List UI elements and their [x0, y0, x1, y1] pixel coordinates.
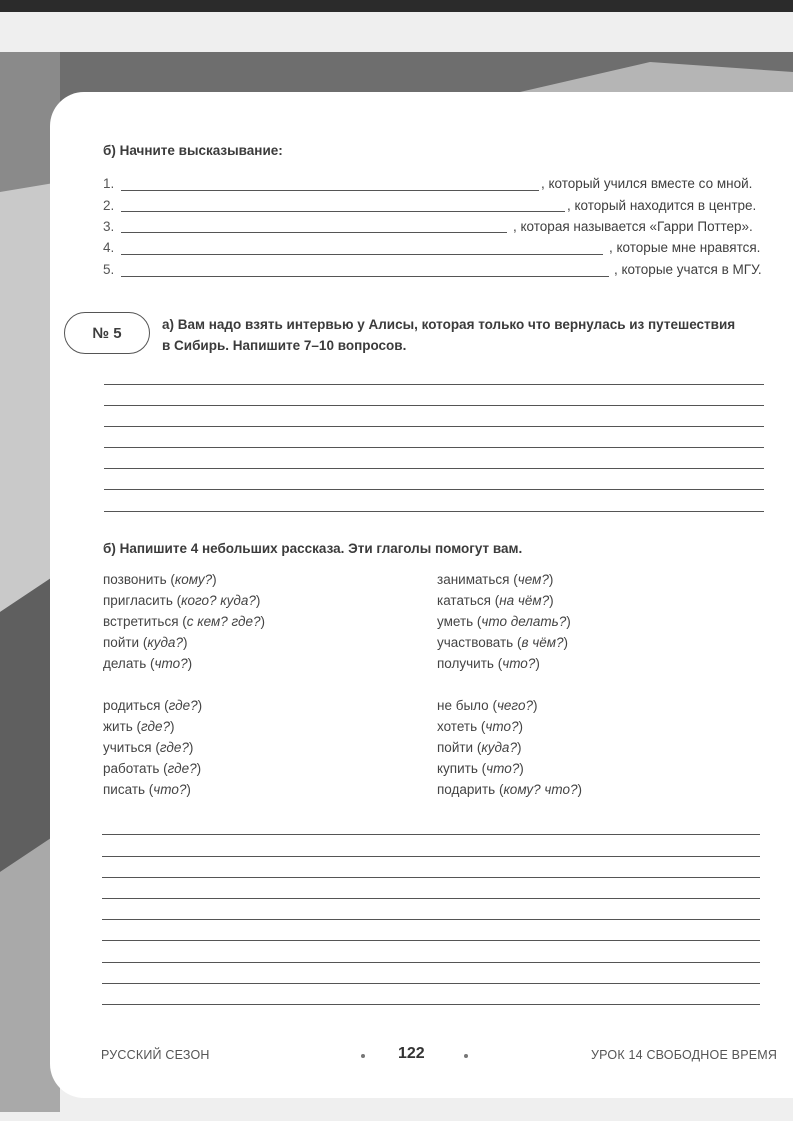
item-number-1: 1.	[103, 176, 115, 191]
question-line[interactable]	[104, 468, 764, 469]
story-line[interactable]	[102, 983, 760, 984]
footer-dot	[464, 1054, 468, 1058]
scan-top-edge	[0, 0, 793, 12]
answer-line-5[interactable]	[121, 276, 609, 277]
footer-lesson-title: УРОК 14 СВОБОДНОЕ ВРЕМЯ	[591, 1048, 778, 1062]
verb-item: подарить (кому? что?)	[437, 782, 583, 797]
verb-item: участвовать (в чём?)	[437, 635, 569, 650]
verb-item: пойти (куда?)	[103, 635, 188, 650]
item-number-4: 4.	[103, 240, 115, 255]
verb-item: кататься (на чём?)	[437, 593, 554, 608]
verb-item: хотеть (что?)	[437, 719, 523, 734]
question-line[interactable]	[104, 447, 764, 448]
verb-item: пригласить (кого? куда?)	[103, 593, 261, 608]
verb-item: уметь (что делать?)	[437, 614, 571, 629]
verb-item: заниматься (чем?)	[437, 572, 554, 587]
verb-item: встретиться (с кем? где?)	[103, 614, 266, 629]
story-line[interactable]	[102, 940, 760, 941]
question-line[interactable]	[104, 405, 764, 406]
item-number-5: 5.	[103, 262, 115, 277]
item-ending-5: , которые учатся в МГУ.	[614, 262, 762, 277]
item-ending-1: , который учился вместе со мной.	[541, 176, 753, 191]
section-b-heading: б) Начните высказывание:	[103, 143, 283, 158]
story-line[interactable]	[102, 877, 760, 878]
exercise-number-badge: № 5	[64, 312, 150, 354]
story-line[interactable]	[102, 856, 760, 857]
story-line[interactable]	[102, 898, 760, 899]
item-ending-2: , который находится в центре.	[567, 198, 757, 213]
story-line[interactable]	[102, 962, 760, 963]
story-line[interactable]	[102, 919, 760, 920]
task-b-heading: б) Напишите 4 небольших рассказа. Эти глаголы помогут вам.	[103, 541, 523, 556]
item-number-3: 3.	[103, 219, 115, 234]
question-line[interactable]	[104, 489, 764, 490]
item-ending-4: , которые мне нравятся.	[609, 240, 761, 255]
answer-line-2[interactable]	[121, 211, 565, 212]
answer-line-4[interactable]	[121, 254, 603, 255]
question-line[interactable]	[104, 511, 764, 512]
task-a-line-2: в Сибирь. Напишите 7–10 вопросов.	[162, 338, 407, 353]
verb-item: пойти (куда?)	[437, 740, 522, 755]
item-ending-3: , которая называется «Гарри Поттер».	[513, 219, 753, 234]
verb-item: писать (что?)	[103, 782, 191, 797]
page-number: 122	[398, 1045, 425, 1062]
verb-item: не было (чего?)	[437, 698, 538, 713]
question-line[interactable]	[104, 426, 764, 427]
verb-item: получить (что?)	[437, 656, 540, 671]
answer-line-1[interactable]	[121, 190, 539, 191]
task-a-line-1: а) Вам надо взять интервью у Алисы, которая только что вернулась из путешествия	[162, 317, 736, 332]
verb-item: учиться (где?)	[103, 740, 194, 755]
verb-item: делать (что?)	[103, 656, 193, 671]
verb-item: родиться (где?)	[103, 698, 203, 713]
story-line[interactable]	[102, 834, 760, 835]
footer-book-title: РУССКИЙ СЕЗОН	[101, 1048, 210, 1062]
answer-line-3[interactable]	[121, 232, 507, 233]
footer-dot	[361, 1054, 365, 1058]
verb-item: работать (где?)	[103, 761, 202, 776]
item-number-2: 2.	[103, 198, 115, 213]
story-line[interactable]	[102, 1004, 760, 1005]
verb-item: жить (где?)	[103, 719, 175, 734]
question-line[interactable]	[104, 384, 764, 385]
verb-item: позвонить (кому?)	[103, 572, 217, 587]
verb-item: купить (что?)	[437, 761, 524, 776]
